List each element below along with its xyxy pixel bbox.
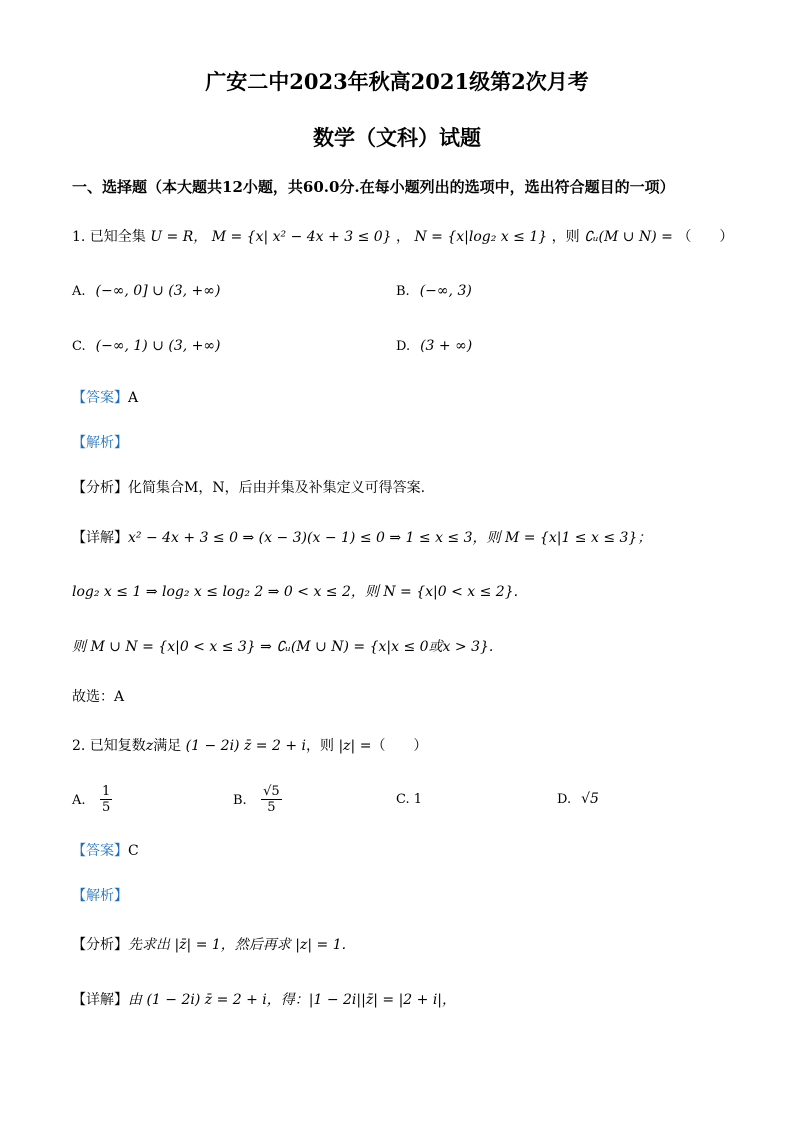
question-1-stem [72, 226, 733, 246]
q2-option-c: C. 1 [396, 792, 423, 807]
q2-fenxi: 【分析】先求出 |z̄| = 1，然后再求 |z| = 1. [72, 937, 347, 953]
q1-set-m: M = {x| x² − 4x + 3 ≤ 0} [211, 229, 392, 245]
q1-fenxi: 【分析】化简集合M，N，后由并集及补集定义可得答案. [72, 480, 426, 496]
q2-answer: 【答案】C [72, 843, 139, 859]
q1-complement: ∁ᵤ(M ∪ N) = [584, 229, 673, 245]
exam-title: 广安二中2023年秋高2021级第2次月考 [205, 69, 589, 94]
q1-blank: （ ） [677, 229, 734, 245]
q1-set-n: N = {x|log₂ x ≤ 1} [414, 229, 548, 245]
exam-subtitle: 数学（文科）试题 [313, 125, 481, 150]
q1-option-b: B. (−∞, 3) [396, 283, 472, 299]
q2-option-a: A. $\frac{1}{5}$ [72, 784, 111, 815]
q1-detail-2: log₂ x ≤ 1 ⇒ log₂ x ≤ log₂ 2 ⇒ 0 < x ≤ 2，则 N = {x|0 < x ≤ 2}. [72, 584, 519, 600]
q1-separator: ， [396, 229, 411, 245]
q1-suffix: ，则 [551, 229, 580, 245]
section-heading: 一、选择题（本大题共12小题，共60.0分.在每小题列出的选项中，选出符合题目的一项） [72, 178, 675, 196]
q2-option-d: D. √5 [557, 791, 599, 807]
q1-choice: 故选：A [72, 689, 125, 705]
q2-option-b: B. $\frac{√5}{5}$ [233, 784, 280, 815]
q1-universal-set: U = R， [150, 229, 208, 245]
q1-detail-3: 则 M ∪ N = {x|0 < x ≤ 3} ⇒ ∁ᵤ(M ∪ N) = {x|x ≤ 0或x > 3}. [72, 639, 494, 655]
q1-analysis: 【解析】 [72, 435, 128, 451]
q2-analysis: 【解析】 [72, 888, 128, 904]
q2-detail-1: 【详解】由 (1 − 2i) z̄ = 2 + i，得：|1 − 2i||z̄| = |2 + i|， [72, 992, 457, 1008]
q1-detail-1: 【详解】x² − 4x + 3 ≤ 0 ⇒ (x − 3)(x − 1) ≤ 0 ⇒ 1 ≤ x ≤ 3，则 M = {x|1 ≤ x ≤ 3}； [72, 530, 652, 546]
q1-option-c: C. (−∞, 1) ∪ (3, +∞) [72, 338, 221, 354]
question-2-stem: 2. 已知复数z满足 (1 − 2i) z̄ = 2 + i，则 |z| =（ ） [72, 738, 428, 754]
q1-option-d: D. (3 + ∞) [396, 338, 473, 354]
q1-prefix: 1. 已知全集 [72, 229, 146, 245]
q1-answer: 【答案】A [72, 390, 139, 406]
q1-option-a: A. (−∞, 0] ∪ (3, +∞) [72, 283, 221, 299]
